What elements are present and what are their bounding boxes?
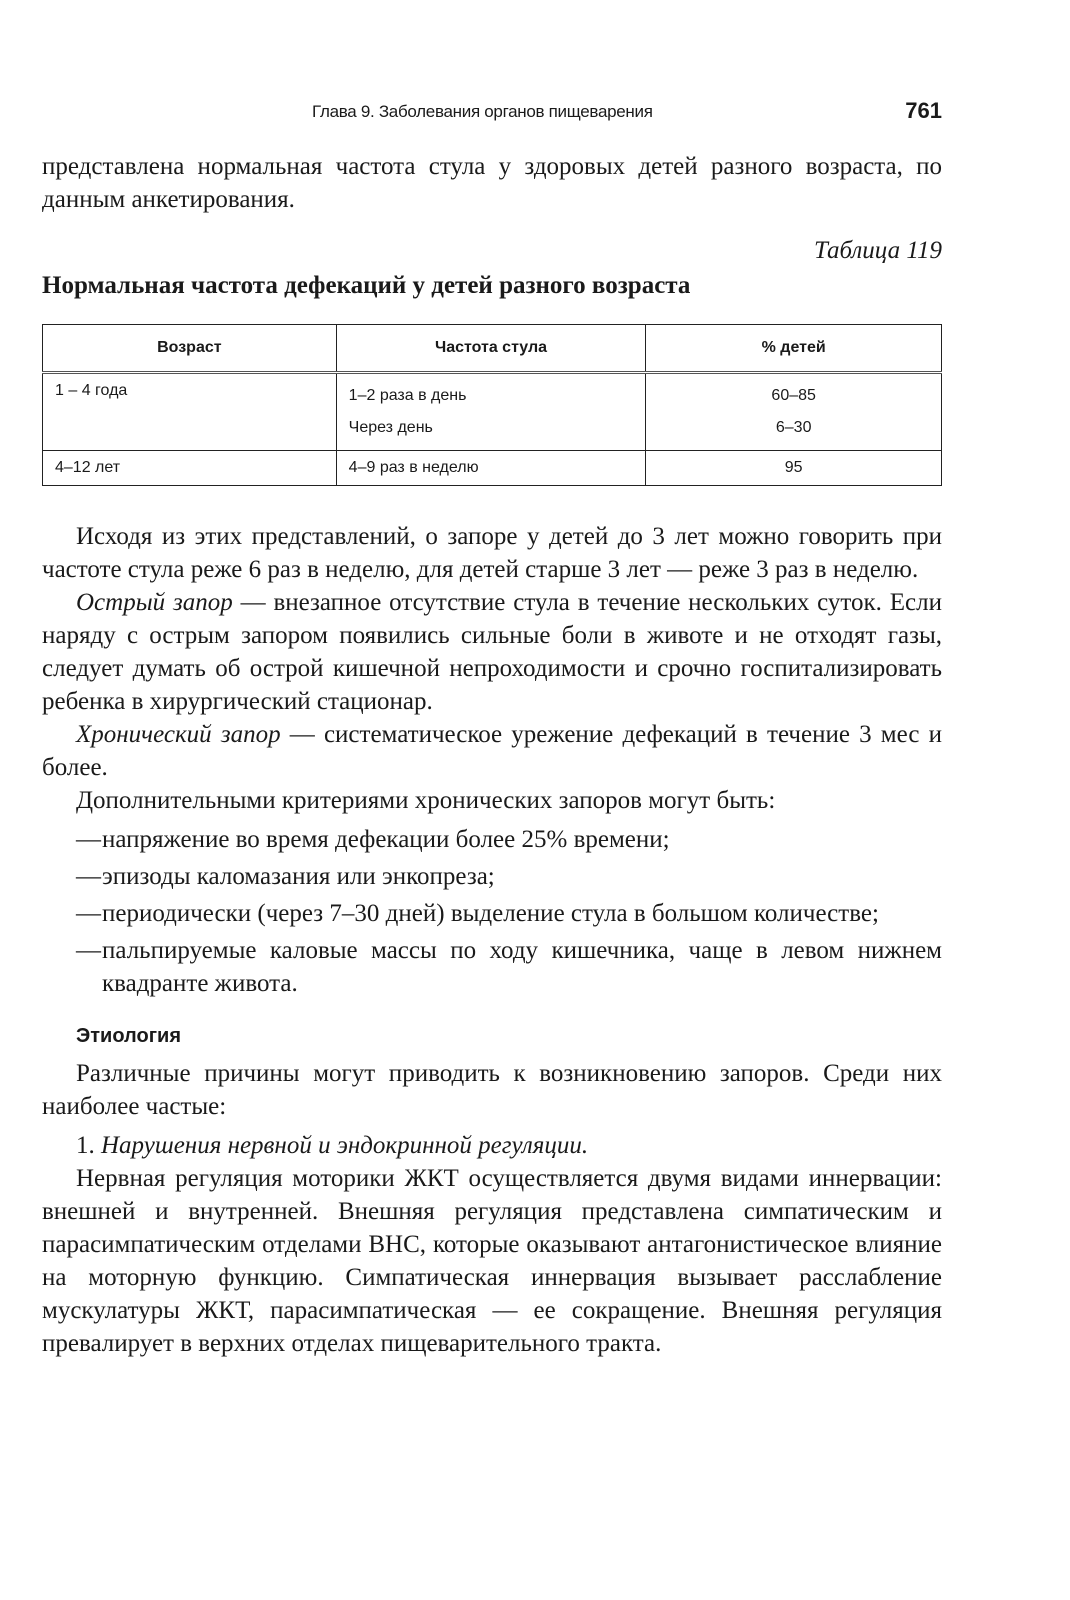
cell-frequency (336, 373, 646, 451)
section-heading: Этиология (76, 1025, 181, 1047)
list-item-text: — эпизоды каломазания или энкопреза; (102, 863, 495, 890)
col-header-age: Возраст (43, 325, 337, 373)
cell-frequency-line: 1–2 раза в день (348, 387, 467, 404)
page-number: 761 (905, 98, 942, 123)
cell-percent-line: 6–30 (775, 419, 812, 436)
chronic-text: — систематическое урежение дефекаций в течение 3 мес и более. (42, 721, 942, 781)
cell-age: 1 – 4 года (43, 373, 337, 451)
paragraph-acute (42, 586, 942, 718)
list-item (76, 934, 942, 1000)
paragraph-definition: Исходя из этих представлений, о запоре у детей до 3 лет можно говорить при частоте стула реже 6 раз в неделю, для детей старше 3 лет — реже 3 раз в неделю. (42, 523, 942, 583)
item-title: Нарушения нервной и эндокринной регуляции. (101, 1132, 589, 1159)
cell-frequency-line: Через день (348, 419, 433, 436)
cell-percent-line: 60–85 (771, 387, 816, 404)
col-header-percent: % детей (646, 325, 942, 373)
cell-percent: 95 (646, 451, 942, 486)
frequency-table (42, 324, 942, 486)
running-header (42, 98, 942, 128)
etiology-intro: Различные причины могут приводить к возникновению запоров. Среди них наиболее частые: (42, 1060, 942, 1120)
table-row (43, 451, 942, 486)
col-header-frequency: Частота стула (336, 325, 646, 373)
cell-frequency: 4–9 раз в неделю (336, 451, 646, 486)
term-acute: Острый запор (76, 589, 233, 616)
list-item (76, 823, 942, 856)
list-item (76, 860, 942, 893)
table-caption: Таблица 119 (813, 237, 942, 264)
table-row (43, 373, 942, 451)
list-item-text: — периодически (через 7–30 дней) выделение стула в большом количестве; (102, 900, 879, 927)
list-item-text: — пальпируемые каловые массы по ходу кишечника, чаще в левом нижнем квадранте живота. (102, 937, 942, 997)
table-header-row (43, 325, 942, 373)
acute-text: — внезапное отсутствие стула в течение нескольких суток. Если наряду с острым запором появились сильные боли в животе и не отходят газы, следует думать об острой кишечной непроходимости и срочно госпитализировать ребенка в хирургический стационар. (42, 589, 942, 715)
table-title: Нормальная частота дефекаций у детей разного возраста (42, 272, 691, 299)
paragraph-regulation: Нервная регуляция моторики ЖКТ осуществляется двумя видами иннервации: внешней и внутренней. Внешняя регуляция представлена симпатическим и парасимпатическим отделами ВНС, которые оказывают антагонистическое влияние на моторную функцию. Симпатическая иннервация вызывает расслабление мускулатуры ЖКТ, парасимпатическая — ее сокращение. Внешняя регуляция превалирует в верхних отделах пищеварительного тракта. (42, 1165, 942, 1357)
page-body (42, 150, 942, 1360)
list-item-text: — напряжение во время дефекации более 25% времени; (102, 826, 670, 853)
chapter-title: Глава 9. Заболевания органов пищеварения (312, 102, 653, 121)
term-chronic: Хронический запор (76, 721, 281, 748)
list-item (76, 897, 942, 930)
cell-age: 4–12 лет (43, 451, 337, 486)
numbered-item (42, 1129, 942, 1162)
criteria-intro: Дополнительными критериями хронических запоров могут быть: (76, 787, 776, 814)
cell-percent (646, 373, 942, 451)
criteria-list (76, 823, 942, 1000)
item-number: 1. (76, 1132, 101, 1159)
paragraph-chronic (42, 718, 942, 784)
intro-paragraph: представлена нормальная частота стула у здоровых детей разного возраста, по данным анкетирования. (42, 153, 942, 213)
